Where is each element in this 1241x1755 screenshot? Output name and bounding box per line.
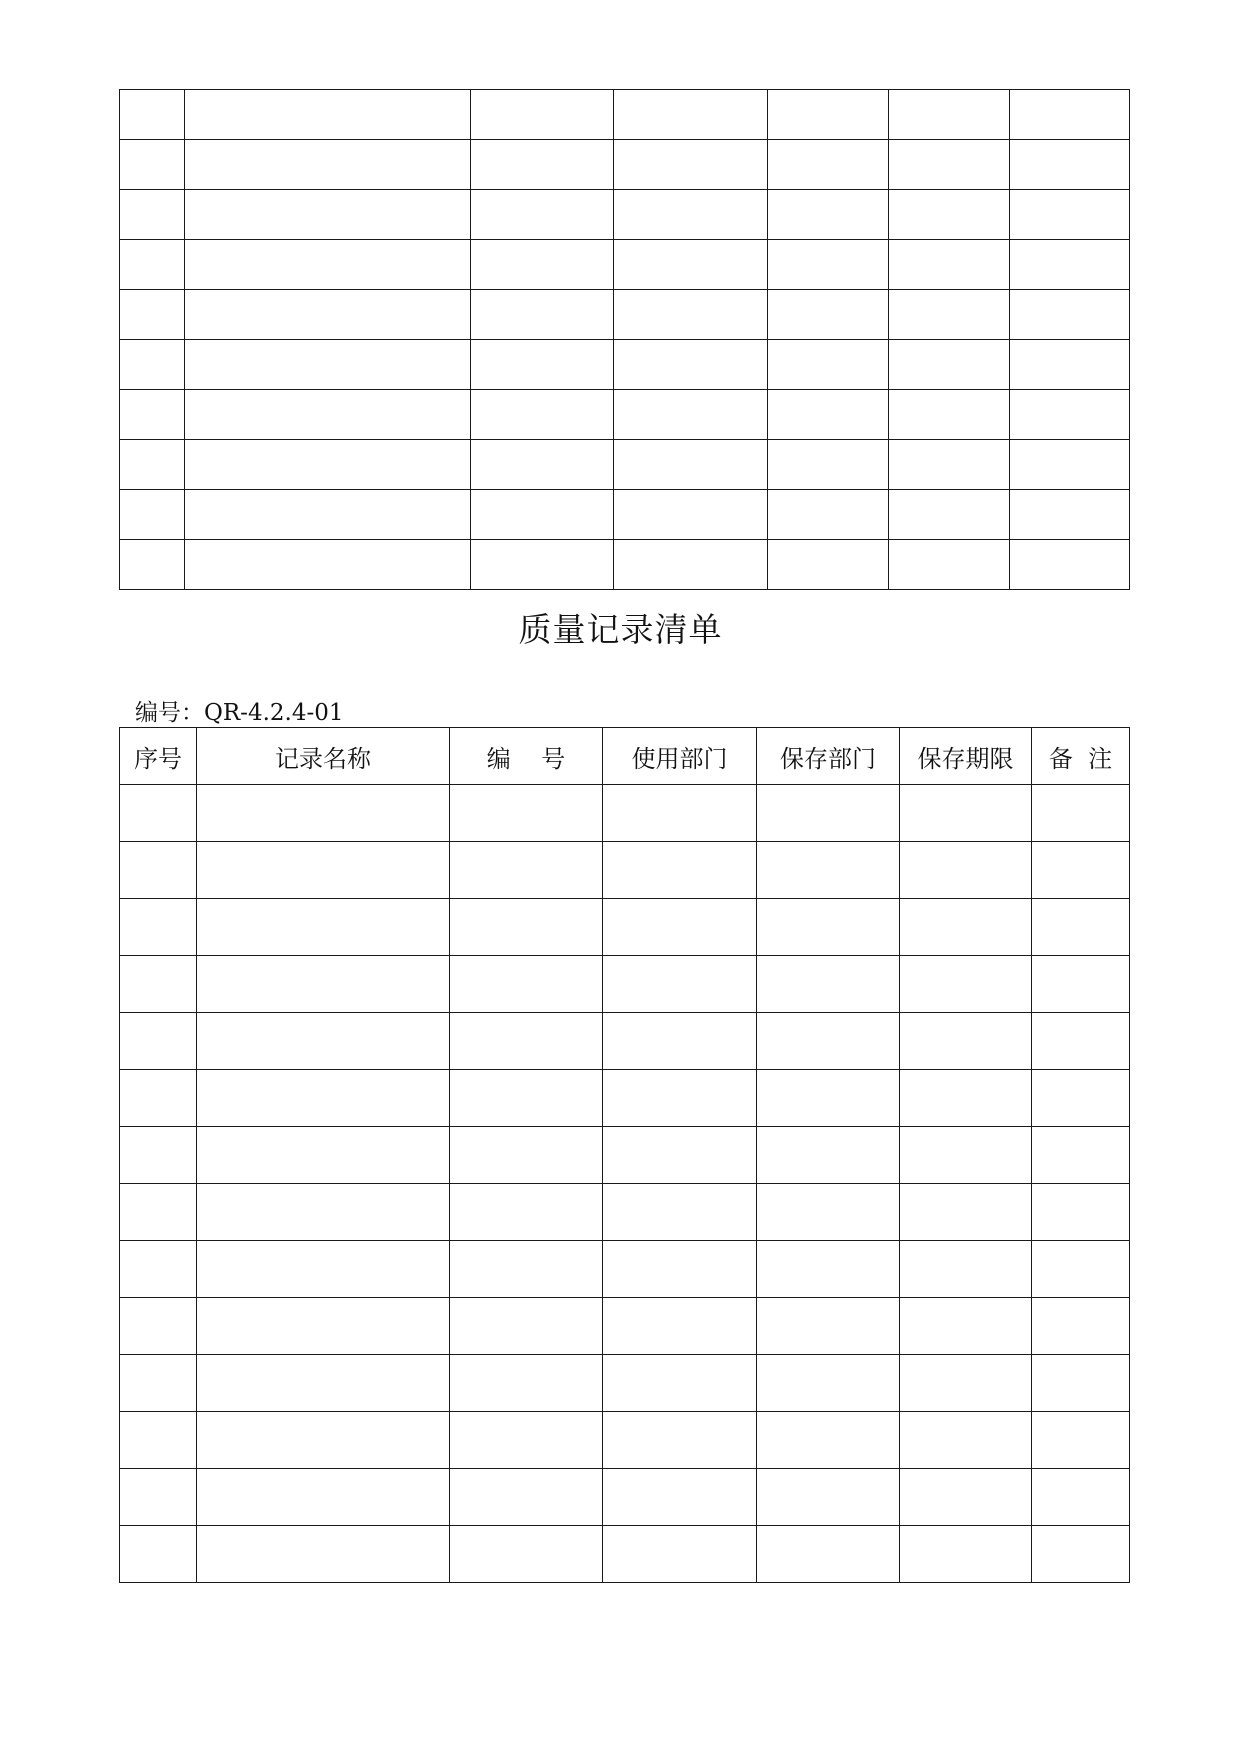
table-cell [120, 240, 185, 290]
table-row [120, 1412, 1130, 1469]
table-cell [120, 785, 197, 842]
table-cell [757, 785, 900, 842]
table-cell [120, 1469, 197, 1526]
table-cell [120, 899, 197, 956]
table-cell [120, 1013, 197, 1070]
table-cell [471, 440, 614, 490]
table-row [120, 1355, 1130, 1412]
table-cell [120, 1127, 197, 1184]
table-cell [1032, 1013, 1130, 1070]
table-cell [768, 440, 889, 490]
table-cell [757, 1241, 900, 1298]
table-row [120, 490, 1130, 540]
table-row [120, 340, 1130, 390]
table-cell [450, 1184, 603, 1241]
table-cell [1032, 842, 1130, 899]
table-row [120, 785, 1130, 842]
table-row [120, 1013, 1130, 1070]
table-cell [120, 1298, 197, 1355]
table-row [120, 1469, 1130, 1526]
table-cell [450, 1469, 603, 1526]
table-cell [1032, 1355, 1130, 1412]
table-row [120, 540, 1130, 590]
table-row [120, 240, 1130, 290]
table-cell [768, 90, 889, 140]
table-cell [603, 1070, 757, 1127]
table-cell [757, 1298, 900, 1355]
table-cell [197, 1184, 450, 1241]
table-cell [471, 90, 614, 140]
table-cell [614, 340, 768, 390]
table-cell [614, 240, 768, 290]
table-cell [900, 1469, 1032, 1526]
table-cell [603, 1526, 757, 1583]
table-cell [1010, 140, 1130, 190]
quality-record-table [119, 727, 1130, 1583]
table-cell [1032, 1184, 1130, 1241]
table-cell [197, 1070, 450, 1127]
table-cell [120, 1070, 197, 1127]
table-cell [1010, 340, 1130, 390]
table-cell [197, 899, 450, 956]
table-header-row [120, 728, 1130, 785]
table-cell [889, 190, 1010, 240]
table-cell [450, 1526, 603, 1583]
table-cell [889, 90, 1010, 140]
table-cell [197, 1127, 450, 1184]
table-cell [889, 390, 1010, 440]
table-cell [1010, 490, 1130, 540]
table-cell [900, 1184, 1032, 1241]
table-cell [900, 1355, 1032, 1412]
header-retention-period: 保存期限 [900, 728, 1032, 785]
table-cell [603, 1298, 757, 1355]
table-cell [900, 1412, 1032, 1469]
table-cell [900, 899, 1032, 956]
table-cell [768, 340, 889, 390]
quality-record-table-body [120, 785, 1130, 1583]
table-cell [889, 540, 1010, 590]
table-cell [120, 842, 197, 899]
table-cell [614, 140, 768, 190]
table-cell [120, 1412, 197, 1469]
table-row [120, 1184, 1130, 1241]
table-cell [900, 1526, 1032, 1583]
table-cell [757, 1184, 900, 1241]
table-cell [1010, 440, 1130, 490]
table-cell [757, 1013, 900, 1070]
table-cell [889, 440, 1010, 490]
table-cell [603, 842, 757, 899]
table-cell [450, 956, 603, 1013]
document-code-label: 编号： [135, 700, 204, 726]
table-cell [1010, 240, 1130, 290]
table-cell [1032, 1298, 1130, 1355]
table-cell [185, 440, 471, 490]
table-row [120, 1298, 1130, 1355]
table-cell [450, 1013, 603, 1070]
header-record-number: 编 号 [450, 728, 603, 785]
table-cell [603, 1184, 757, 1241]
table-cell [1032, 1469, 1130, 1526]
table-cell [197, 1241, 450, 1298]
header-storage-department: 保存部门 [757, 728, 900, 785]
table-row [120, 390, 1130, 440]
table-cell [471, 540, 614, 590]
table-cell [1032, 1070, 1130, 1127]
table-cell [1032, 956, 1130, 1013]
table-cell [614, 190, 768, 240]
table-cell [120, 1526, 197, 1583]
table-cell [471, 340, 614, 390]
table-cell [603, 1469, 757, 1526]
table-cell [757, 1469, 900, 1526]
table-cell [197, 1013, 450, 1070]
header-record-name: 记录名称 [197, 728, 450, 785]
table-cell [900, 785, 1032, 842]
table-cell [471, 290, 614, 340]
table-cell [614, 90, 768, 140]
table-cell [900, 1013, 1032, 1070]
table-row [120, 1241, 1130, 1298]
table-cell [1032, 1241, 1130, 1298]
table-cell [768, 290, 889, 340]
table-cell [1032, 1127, 1130, 1184]
table-cell [197, 1412, 450, 1469]
table-cell [450, 842, 603, 899]
table-cell [120, 140, 185, 190]
table-cell [197, 842, 450, 899]
table-cell [900, 1070, 1032, 1127]
table-cell [603, 1355, 757, 1412]
table-cell [450, 1298, 603, 1355]
table-cell [120, 1184, 197, 1241]
table-cell [471, 490, 614, 540]
table-cell [603, 785, 757, 842]
table-cell [768, 240, 889, 290]
table-cell [1010, 290, 1130, 340]
table-cell [889, 290, 1010, 340]
page-title: 质量记录清单 [518, 610, 723, 649]
table-cell [757, 842, 900, 899]
table-cell [197, 1526, 450, 1583]
table-cell [614, 440, 768, 490]
table-cell [197, 956, 450, 1013]
table-cell [1010, 390, 1130, 440]
table-cell [768, 540, 889, 590]
table-cell [768, 140, 889, 190]
table-cell [120, 490, 185, 540]
document-code [135, 694, 344, 727]
table-cell [889, 340, 1010, 390]
table-cell [185, 90, 471, 140]
table-cell [757, 1070, 900, 1127]
table-cell [757, 899, 900, 956]
table-cell [757, 956, 900, 1013]
table-cell [120, 290, 185, 340]
table-cell [120, 190, 185, 240]
previous-record-table-body [120, 90, 1130, 590]
table-cell [900, 956, 1032, 1013]
table-cell [1010, 540, 1130, 590]
table-cell [185, 490, 471, 540]
table-cell [889, 240, 1010, 290]
table-row [120, 956, 1130, 1013]
table-cell [614, 290, 768, 340]
table-cell [768, 190, 889, 240]
table-cell [900, 1241, 1032, 1298]
table-cell [185, 240, 471, 290]
table-row [120, 190, 1130, 240]
table-cell [757, 1355, 900, 1412]
table-row [120, 90, 1130, 140]
table-cell [185, 390, 471, 440]
table-cell [603, 899, 757, 956]
table-cell [450, 1412, 603, 1469]
table-cell [120, 390, 185, 440]
table-cell [768, 490, 889, 540]
table-cell [614, 540, 768, 590]
table-cell [471, 240, 614, 290]
header-remarks: 备 注 [1032, 728, 1130, 785]
table-cell [120, 540, 185, 590]
table-row [120, 899, 1130, 956]
table-cell [197, 785, 450, 842]
table-cell [900, 842, 1032, 899]
table-row [120, 440, 1130, 490]
table-cell [603, 956, 757, 1013]
table-cell [614, 390, 768, 440]
table-row [120, 1526, 1130, 1583]
table-cell [450, 785, 603, 842]
table-cell [471, 390, 614, 440]
table-cell [1032, 1526, 1130, 1583]
table-cell [1032, 785, 1130, 842]
header-serial-number: 序号 [120, 728, 197, 785]
table-cell [1010, 190, 1130, 240]
table-cell [757, 1526, 900, 1583]
table-cell [185, 140, 471, 190]
table-cell [185, 290, 471, 340]
table-cell [185, 540, 471, 590]
table-cell [757, 1127, 900, 1184]
table-cell [757, 1412, 900, 1469]
table-cell [889, 490, 1010, 540]
table-row [120, 1127, 1130, 1184]
table-cell [120, 90, 185, 140]
table-cell [603, 1412, 757, 1469]
table-cell [450, 1241, 603, 1298]
table-cell [450, 1070, 603, 1127]
table-cell [120, 440, 185, 490]
header-using-department: 使用部门 [603, 728, 757, 785]
table-cell [1032, 1412, 1130, 1469]
table-cell [1032, 899, 1130, 956]
table-cell [450, 899, 603, 956]
table-cell [614, 490, 768, 540]
table-cell [603, 1241, 757, 1298]
table-cell [1010, 90, 1130, 140]
document-code-value: QR-4.2.4-01 [204, 700, 344, 726]
table-cell [603, 1013, 757, 1070]
table-cell [768, 390, 889, 440]
table-cell [471, 140, 614, 190]
table-cell [185, 340, 471, 390]
table-cell [889, 140, 1010, 190]
table-cell [197, 1355, 450, 1412]
table-cell [603, 1127, 757, 1184]
table-cell [197, 1298, 450, 1355]
table-row [120, 842, 1130, 899]
table-cell [450, 1127, 603, 1184]
table-cell [900, 1127, 1032, 1184]
table-row [120, 1070, 1130, 1127]
table-cell [450, 1355, 603, 1412]
table-cell [197, 1469, 450, 1526]
table-cell [120, 1241, 197, 1298]
table-row [120, 140, 1130, 190]
table-cell [900, 1298, 1032, 1355]
table-cell [120, 340, 185, 390]
table-row [120, 290, 1130, 340]
table-cell [120, 1355, 197, 1412]
table-cell [471, 190, 614, 240]
previous-record-table [119, 89, 1130, 590]
table-cell [185, 190, 471, 240]
table-cell [120, 956, 197, 1013]
